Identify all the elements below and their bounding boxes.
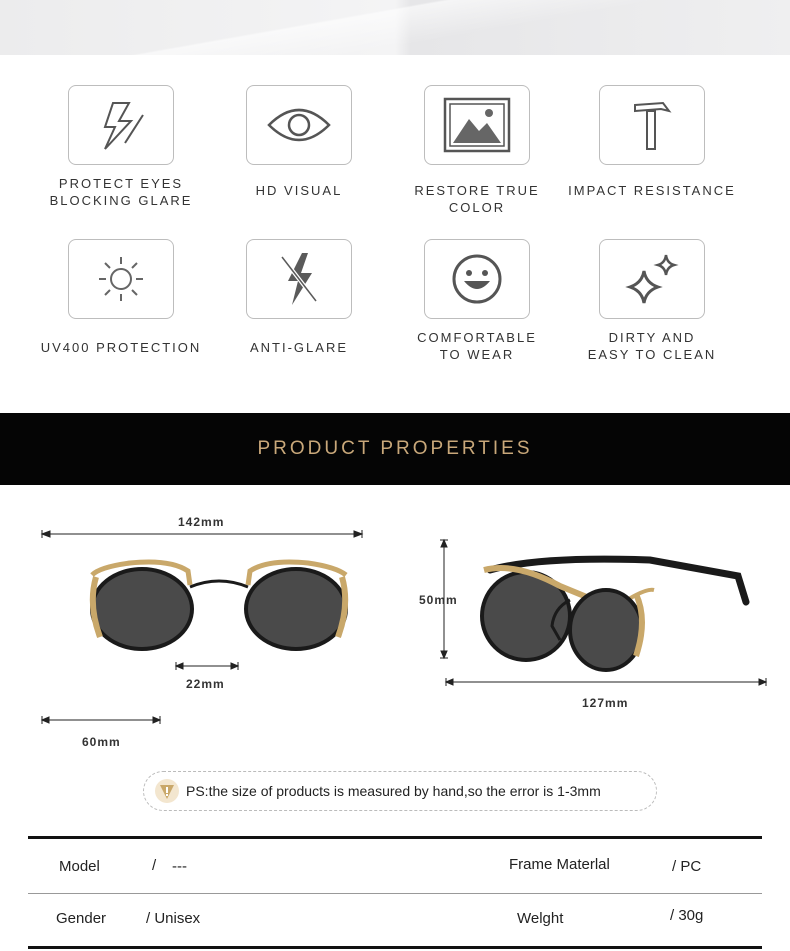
feature-box: [424, 239, 530, 319]
feature-label: COMFORTABLE TO WEAR: [417, 330, 537, 362]
smiley-icon: [451, 253, 503, 305]
feature-protect-eyes: [31, 85, 211, 209]
hammer-icon: [627, 95, 677, 155]
feature-anti-glare: [209, 239, 389, 356]
total-width-arrow: [42, 530, 362, 538]
feature-label: UV400 PROTECTION: [40, 340, 202, 355]
eye-icon: [264, 100, 334, 150]
broken-lightning-icon: [274, 249, 324, 309]
feature-box: [599, 85, 705, 165]
feature-hd-visual: [209, 85, 389, 199]
feature-restore-color: [387, 85, 567, 216]
feature-box: [246, 85, 352, 165]
front-glasses-drawing: [92, 562, 346, 649]
table-mid-rule: [28, 893, 762, 894]
temple-length-arrow: [446, 678, 766, 686]
feature-label: IMPACT RESISTANCE: [568, 183, 736, 198]
side-view-glasses: [420, 530, 780, 720]
product-properties-banner: [0, 413, 790, 485]
feature-label: PROTECT EYES BLOCKING GLARE: [49, 176, 193, 208]
lens-height-label: 50mm: [419, 593, 458, 607]
weight-label: Welght: [517, 910, 564, 927]
top-photo-strip: [0, 0, 790, 55]
feature-label: DIRTY AND EASY TO CLEAN: [587, 330, 717, 362]
feature-comfortable: [387, 239, 567, 363]
feature-box: [68, 85, 174, 165]
feature-label: ANTI-GLARE: [249, 340, 348, 355]
bridge-label: 22mm: [186, 677, 225, 691]
feature-uv400: [31, 239, 211, 356]
feature-label: RESTORE TRUE COLOR: [414, 183, 540, 215]
feature-box: [246, 239, 352, 319]
bridge-arrow: [176, 662, 238, 670]
feature-box: [68, 239, 174, 319]
model-label: Model: [59, 858, 100, 875]
weight-value: / 30g: [670, 907, 704, 924]
frame-material-value: / PC: [672, 858, 702, 875]
gender-label: Gender: [56, 910, 107, 927]
banner-title: PRODUCT PROPERTIES: [257, 438, 533, 459]
side-glasses-drawing: [482, 559, 746, 670]
lens-width-label: 60mm: [82, 735, 121, 749]
lightning-icon: [91, 95, 151, 155]
total-width-label: 142mm: [178, 515, 225, 529]
warning-icon: [154, 778, 180, 804]
measurement-note: [143, 771, 657, 811]
sun-icon: [96, 254, 146, 304]
front-view-glasses: [30, 505, 380, 755]
feature-impact-resistance: [562, 85, 742, 199]
frame-material-label: Frame Materlal: [509, 856, 610, 873]
note-text: PS:the size of products is measured by hand,so the error is 1-3mm: [186, 783, 601, 799]
model-value: ---: [172, 858, 187, 875]
feature-box: [599, 239, 705, 319]
sparkle-icon: [622, 249, 682, 309]
model-separator: /: [152, 857, 157, 874]
feature-easy-clean: [562, 239, 742, 363]
table-top-rule: [28, 836, 762, 839]
temple-length-label: 127mm: [582, 696, 629, 710]
gender-value: / Unisex: [146, 910, 201, 927]
table-bottom-rule: [28, 946, 762, 949]
lens-width-arrow: [42, 716, 160, 724]
feature-box: [424, 85, 530, 165]
feature-label: HD VISUAL: [255, 183, 343, 198]
picture-icon: [443, 97, 511, 153]
